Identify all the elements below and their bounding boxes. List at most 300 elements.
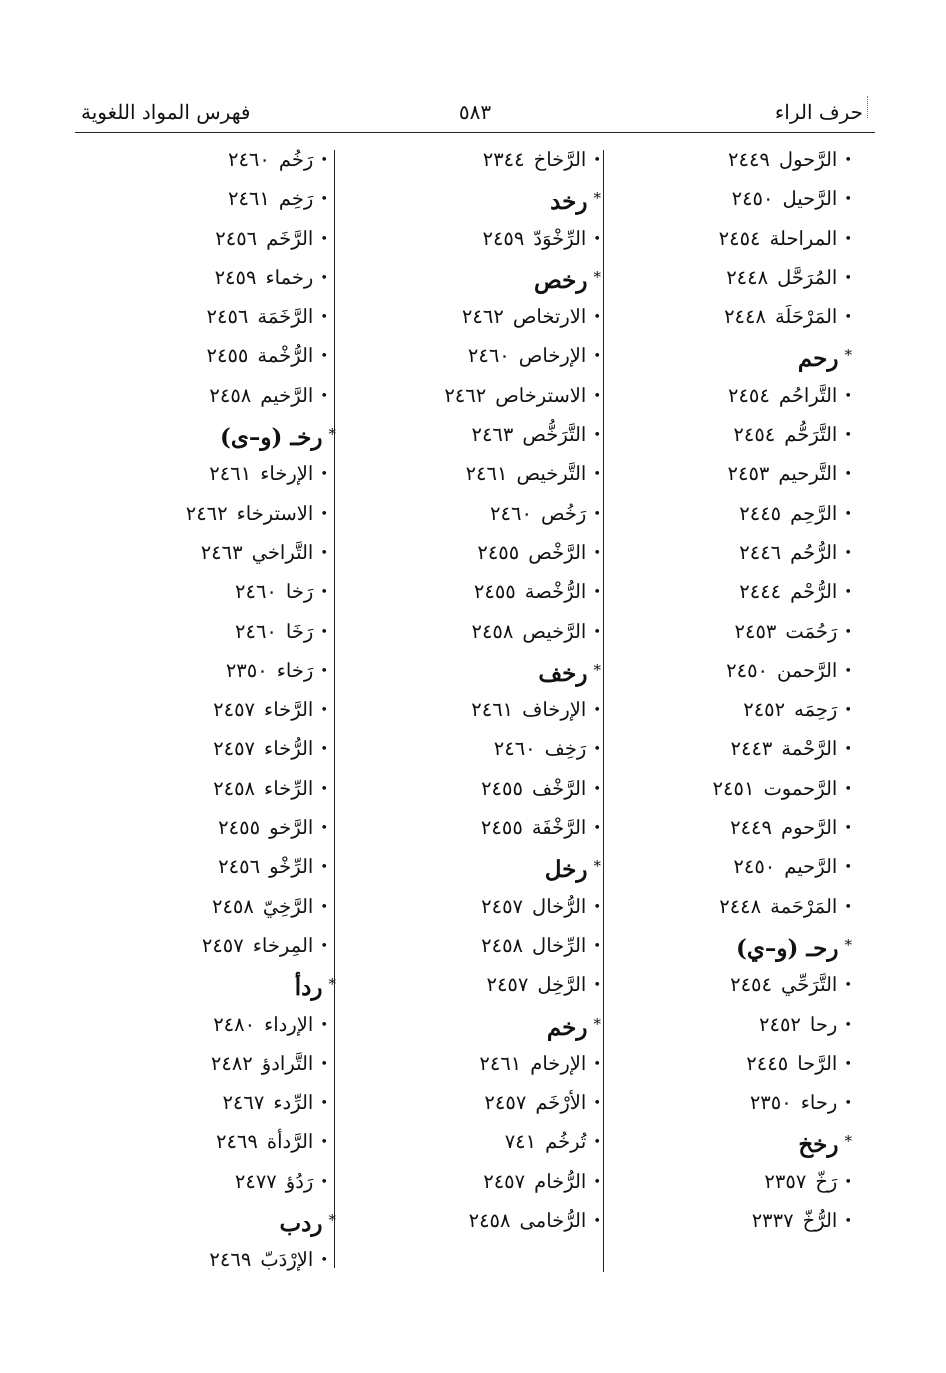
index-entry — [146, 336, 336, 375]
entry-word: التَّرَخُّص — [522, 423, 587, 447]
root-star-marker: * — [328, 425, 336, 444]
index-entry — [614, 140, 852, 179]
entry-word: الرَّخِيّ — [262, 894, 314, 918]
entry-word: الرَّخْف — [531, 776, 587, 800]
bullet-icon: • — [320, 821, 328, 837]
index-entry — [614, 572, 852, 611]
entry-reference-number: ٢٤٤٩ — [730, 816, 772, 840]
index-entry — [614, 533, 852, 572]
index-entry — [355, 572, 601, 611]
entry-word: رَخِف — [544, 737, 587, 761]
entry-reference-number: ٢٤٦٢ — [461, 305, 504, 329]
entry-word: الرَّحا — [797, 1051, 838, 1075]
entry-word: الرُّخام — [534, 1169, 587, 1193]
index-entry — [614, 297, 852, 336]
entry-word: الإرداء — [264, 1012, 314, 1036]
entry-reference-number: ٢٤٤٥ — [746, 1051, 789, 1075]
entry-reference-number: ٢٤٥٧ — [481, 894, 524, 918]
bullet-icon: • — [593, 742, 601, 758]
index-entry — [146, 179, 336, 218]
index-entry — [614, 847, 852, 886]
index-entry — [614, 729, 852, 768]
entry-reference-number: ٢٤٤٦ — [739, 540, 782, 564]
entry-word: الرَّخْص — [528, 540, 587, 564]
entry-reference-number: ٢٤٤٨ — [719, 894, 762, 918]
entry-reference-number: ٢٤٨٢ — [210, 1051, 253, 1075]
entry-reference-number: ٢٣٣٧ — [751, 1209, 794, 1233]
bullet-icon: • — [320, 1253, 328, 1269]
index-entry — [146, 1005, 336, 1044]
index-entry — [146, 297, 336, 336]
index-entry — [146, 769, 336, 808]
entry-reference-number: ٢٤٥٥ — [473, 580, 516, 604]
entry-word: الرُّخامى — [519, 1209, 587, 1233]
entry-reference-number: ٢٤٥٤ — [733, 423, 776, 447]
index-entry — [355, 612, 601, 651]
entry-reference-number: ٢٤٥٧ — [483, 1169, 526, 1193]
index-entry — [146, 651, 336, 690]
entry-word: الرِّخاء — [264, 776, 314, 800]
entry-reference-number: ٢٤٥٩ — [482, 226, 525, 250]
entry-word: التَّرخيص — [516, 462, 587, 486]
entry-reference-number: ٢٤٥٥ — [480, 816, 523, 840]
bullet-icon: • — [320, 663, 328, 679]
entry-word: الإرخاف — [522, 698, 587, 722]
index-entry — [355, 965, 601, 1004]
bullet-icon: • — [593, 1096, 601, 1112]
entry-reference-number: ٢٤٥٦ — [218, 855, 261, 879]
bullet-icon: • — [320, 703, 328, 719]
entry-reference-number: ٢٤٥٧ — [201, 933, 244, 957]
entry-word: الرَّحِم — [790, 501, 838, 525]
entry-reference-number: ٢٤٥٠ — [731, 187, 774, 211]
bullet-icon: • — [593, 703, 601, 719]
root-star-marker: * — [593, 1014, 601, 1033]
entry-reference-number: ٢٤٧٧ — [234, 1169, 277, 1193]
index-column-left — [146, 140, 336, 1280]
bullet-icon: • — [844, 821, 852, 837]
index-entry — [146, 572, 336, 611]
bullet-icon: • — [844, 388, 852, 404]
index-entry — [614, 415, 852, 454]
index-entry — [614, 1044, 852, 1083]
entry-word: الرِّدء — [273, 1091, 314, 1115]
index-entry — [355, 494, 601, 533]
bullet-icon: • — [320, 899, 328, 915]
entry-word: الأرْخَم — [535, 1091, 587, 1115]
entry-word: الرُّخْمة — [257, 344, 314, 368]
entry-reference-number: ٢٣٤٤ — [482, 148, 525, 171]
entry-reference-number: ٢٤٥٦ — [215, 226, 258, 250]
index-entry — [355, 454, 601, 493]
bullet-icon: • — [320, 1135, 328, 1151]
index-entry — [146, 926, 336, 965]
entry-reference-number: ٢٤٥٣ — [727, 462, 770, 486]
index-entry — [614, 1005, 852, 1044]
entry-reference-number: ٢٤٥٨ — [211, 894, 254, 918]
entry-word: المراحلة — [769, 226, 838, 250]
index-entry — [614, 651, 852, 690]
entry-word: الرِّخْو — [269, 855, 314, 879]
index-entry — [146, 454, 336, 493]
entry-word: رخماء — [265, 265, 314, 289]
bullet-icon: • — [320, 467, 328, 483]
bullet-icon: • — [320, 153, 328, 168]
entry-reference-number: ٢٤٥٠ — [733, 855, 776, 879]
bullet-icon: • — [320, 938, 328, 954]
root-text: رحم — [797, 345, 839, 373]
entry-reference-number: ٢٤٥٨ — [209, 383, 252, 407]
bullet-icon: • — [593, 821, 601, 837]
entry-word: رحا — [809, 1012, 838, 1036]
index-entry — [355, 808, 601, 847]
bullet-icon: • — [320, 624, 328, 640]
entry-reference-number: ٢٤٥٣ — [734, 619, 777, 643]
entry-reference-number: ٢٤٤٥ — [739, 501, 782, 525]
index-entry — [355, 140, 601, 179]
index-entry — [146, 376, 336, 415]
index-entry — [355, 729, 601, 768]
entry-reference-number: ٢٤٦٣ — [471, 423, 514, 447]
index-entry — [355, 415, 601, 454]
bullet-icon: • — [593, 1056, 601, 1072]
index-entry — [355, 769, 601, 808]
bullet-icon: • — [593, 231, 601, 247]
entry-word: تُرخُم — [545, 1130, 587, 1154]
entry-word: الرَّحمن — [777, 658, 838, 682]
entry-reference-number: ٢٤٦٩ — [215, 1130, 258, 1154]
root-text: ردأ — [294, 974, 323, 1002]
root-text: رخف — [538, 659, 588, 687]
entry-word: الرَّخو — [269, 816, 314, 840]
bullet-icon: • — [320, 231, 328, 247]
bullet-icon: • — [844, 192, 852, 208]
index-entry — [146, 612, 336, 651]
root-star-marker: * — [328, 1211, 336, 1230]
entry-reference-number: ٢٤٥٤ — [730, 973, 773, 997]
entry-word: الرَّخَم — [266, 226, 314, 250]
root-text: رخل — [544, 856, 588, 884]
margin-mark — [867, 96, 868, 118]
bullet-icon: • — [844, 1056, 852, 1072]
entry-reference-number: ٢٤٦١ — [471, 698, 514, 722]
entry-reference-number: ٢٤٥٦ — [206, 305, 249, 329]
entry-word: الرَّدأة — [266, 1130, 314, 1154]
entry-reference-number: ٢٤٥٩ — [214, 265, 257, 289]
root-heading — [355, 1005, 601, 1044]
bullet-icon: • — [844, 585, 852, 601]
entry-word: الرَّحوم — [781, 816, 838, 840]
bullet-icon: • — [593, 349, 601, 365]
entry-reference-number: ٧٤١ — [504, 1130, 537, 1154]
entry-word: الرُّخال — [532, 894, 587, 918]
index-entry — [614, 887, 852, 926]
entry-word: الارتخاص — [512, 305, 587, 329]
bullet-icon: • — [844, 899, 852, 915]
index-entry — [355, 376, 601, 415]
bullet-icon: • — [844, 1174, 852, 1190]
entry-word: المَرْحَمة — [770, 894, 838, 918]
entry-reference-number: ٢٤٦١ — [479, 1051, 522, 1075]
bullet-icon: • — [320, 781, 328, 797]
entry-reference-number: ٢٤٥٧ — [486, 973, 529, 997]
entry-reference-number: ٢٤٤٩ — [728, 148, 770, 171]
bullet-icon: • — [593, 388, 601, 404]
bullet-icon: • — [844, 624, 852, 640]
bullet-icon: • — [320, 742, 328, 758]
entry-reference-number: ٢٤٦٠ — [490, 501, 532, 525]
entry-word: الإرْدَبّ — [260, 1248, 314, 1272]
entry-word: الرُّخْصة — [524, 580, 587, 604]
entry-word: رَخِم — [278, 187, 314, 211]
root-star-marker: * — [328, 975, 336, 994]
root-heading — [355, 651, 601, 690]
root-star-marker: * — [593, 189, 601, 208]
index-entry — [614, 1201, 852, 1240]
entry-reference-number: ٢٤٤٣ — [730, 737, 773, 761]
index-entry — [614, 179, 852, 218]
root-text: ردب — [279, 1210, 323, 1238]
entry-word: رَخا — [285, 580, 314, 604]
index-entry — [146, 729, 336, 768]
entry-reference-number: ٢٤٥٥ — [206, 344, 249, 368]
root-heading — [146, 415, 336, 454]
page-number: ٥٨٣ — [458, 100, 492, 124]
entry-word: التَّرَحُّم — [784, 423, 838, 447]
bullet-icon: • — [320, 1174, 328, 1190]
bullet-icon: • — [844, 428, 852, 444]
root-text: رحـ (و–ي) — [736, 934, 839, 962]
entry-word: الرَّخَمَة — [257, 305, 314, 329]
entry-reference-number: ٢٤٤٤ — [739, 580, 782, 604]
entry-reference-number: ٢٤٥١ — [712, 776, 755, 800]
entry-reference-number: ٢٤٦٣ — [200, 540, 243, 564]
entry-word: رَخاء — [276, 658, 314, 682]
bullet-icon: • — [593, 467, 601, 483]
entry-word: رَدُؤ — [285, 1169, 314, 1193]
index-entry — [146, 1122, 336, 1161]
entry-word: الرِّخْوَدّ — [533, 226, 587, 250]
bullet-icon: • — [844, 860, 852, 876]
bullet-icon: • — [844, 1096, 852, 1112]
bullet-icon: • — [844, 467, 852, 483]
bullet-icon: • — [593, 428, 601, 444]
entry-word: رَخَا — [285, 619, 314, 643]
entry-word: الرُّحْم — [790, 580, 838, 604]
bullet-icon: • — [593, 545, 601, 561]
entry-word: الرَّخِل — [537, 973, 587, 997]
entry-reference-number: ٢٤٤٨ — [724, 305, 766, 329]
entry-reference-number: ٢٤٦٢ — [444, 383, 487, 407]
entry-reference-number: ٢٤٦١ — [209, 462, 252, 486]
root-star-marker: * — [593, 857, 601, 876]
entry-word: الرُّحُم — [790, 540, 838, 564]
bullet-icon: • — [593, 506, 601, 522]
bullet-icon: • — [320, 1056, 328, 1072]
bullet-icon: • — [844, 663, 852, 679]
entry-reference-number: ٢٤٦٠ — [235, 580, 277, 604]
index-column-right — [614, 140, 852, 1240]
root-heading — [614, 926, 852, 965]
bullet-icon: • — [320, 585, 328, 601]
index-entry — [355, 887, 601, 926]
entry-reference-number: ٢٤٦٢ — [185, 501, 228, 525]
index-entry — [614, 1162, 852, 1201]
root-heading — [146, 1201, 336, 1240]
bullet-icon: • — [844, 545, 852, 561]
entry-reference-number: ٢٤٦٠ — [467, 344, 510, 368]
entry-word: الرَّخيم — [260, 383, 314, 407]
bullet-icon: • — [593, 624, 601, 640]
bullet-icon: • — [844, 742, 852, 758]
root-text: رخد — [550, 188, 588, 216]
root-text: رخم — [546, 1013, 588, 1041]
index-entry — [355, 926, 601, 965]
index-entry — [146, 1240, 336, 1279]
entry-reference-number: ٢٤٨٠ — [213, 1012, 256, 1036]
entry-word: رَخُم — [278, 148, 314, 171]
entry-reference-number: ٢٤٤٨ — [726, 265, 769, 289]
entry-reference-number: ٢٤٥٨ — [471, 619, 514, 643]
index-entry — [355, 1083, 601, 1122]
root-heading — [355, 179, 601, 218]
entry-reference-number: ٢٣٥٧ — [764, 1169, 807, 1193]
bullet-icon: • — [320, 270, 328, 286]
bullet-icon: • — [844, 231, 852, 247]
entry-reference-number: ٢٤٥٧ — [213, 698, 256, 722]
bullet-icon: • — [320, 1096, 328, 1112]
index-entry — [355, 219, 601, 258]
index-entry — [614, 965, 852, 1004]
bullet-icon: • — [320, 310, 328, 326]
entry-word: الاسترخاء — [236, 501, 314, 525]
entry-reference-number: ٢٤٥٧ — [213, 737, 256, 761]
bullet-icon: • — [320, 349, 328, 365]
entry-word: رَخّ — [815, 1169, 838, 1193]
bullet-icon: • — [844, 978, 852, 994]
entry-reference-number: ٢٤٥٢ — [743, 698, 786, 722]
index-entry — [146, 219, 336, 258]
index-entry — [614, 454, 852, 493]
entry-word: الرَّخاء — [264, 698, 314, 722]
bullet-icon: • — [844, 153, 852, 168]
root-star-marker: * — [593, 267, 601, 286]
index-entry — [146, 258, 336, 297]
index-entry — [614, 1083, 852, 1122]
entry-word: الرَّحول — [778, 148, 838, 171]
bullet-icon: • — [593, 1214, 601, 1230]
entry-word: رَحُمَت — [785, 619, 838, 643]
index-entry — [614, 494, 852, 533]
entry-word: الرَّخْفَة — [531, 816, 587, 840]
bullet-icon: • — [844, 703, 852, 719]
entry-word: الإرخاء — [260, 462, 314, 486]
index-entry — [614, 258, 852, 297]
entry-reference-number: ٢٤٦١ — [465, 462, 508, 486]
entry-word: الرَّحيل — [782, 187, 838, 211]
bullet-icon: • — [320, 506, 328, 522]
bullet-icon: • — [320, 545, 328, 561]
column-divider — [603, 150, 604, 1272]
entry-reference-number: ٢٤٥٤ — [718, 226, 761, 250]
root-star-marker: * — [844, 1132, 852, 1151]
root-heading — [614, 1122, 852, 1161]
entry-word: الرَّخاخ — [533, 148, 587, 171]
bullet-icon: • — [593, 310, 601, 326]
entry-reference-number: ٢٤٦٩ — [209, 1248, 252, 1272]
entry-reference-number: ٢٤٥٥ — [481, 776, 523, 800]
entry-reference-number: ٢٤٥٧ — [484, 1091, 527, 1115]
entry-word: المِرخاء — [252, 933, 314, 957]
bullet-icon: • — [320, 192, 328, 208]
entry-reference-number: ٢٤٥٥ — [477, 540, 520, 564]
index-entry — [146, 140, 336, 179]
bullet-icon: • — [844, 506, 852, 522]
chapter-title: حرف الراء — [774, 100, 863, 124]
index-entry — [355, 1201, 601, 1240]
index-column-middle — [355, 140, 601, 1240]
entry-reference-number: ٢٤٥٨ — [481, 933, 524, 957]
entry-reference-number: ٢٣٥٠ — [225, 658, 268, 682]
index-entry — [355, 1122, 601, 1161]
entry-reference-number: ٢٤٦٠ — [235, 619, 277, 643]
entry-reference-number: ٢٤٥٥ — [218, 816, 261, 840]
entry-reference-number: ٢٤٦٠ — [493, 737, 536, 761]
entry-word: التَّرَحِّي — [781, 973, 838, 997]
index-entry — [614, 690, 852, 729]
bullet-icon: • — [593, 899, 601, 915]
root-text: رخخ — [798, 1131, 839, 1159]
bullet-icon: • — [320, 1017, 328, 1033]
entry-word: الإرخاص — [518, 344, 587, 368]
index-entry — [146, 847, 336, 886]
index-entry — [355, 336, 601, 375]
root-heading — [146, 965, 336, 1004]
root-star-marker: * — [844, 935, 852, 954]
entry-reference-number: ٢٤٥٠ — [726, 658, 769, 682]
index-entry — [355, 533, 601, 572]
entry-reference-number: ٢٤٥٤ — [727, 383, 770, 407]
index-entry — [355, 297, 601, 336]
entry-word: الرُّخاء — [264, 737, 314, 761]
entry-word: الرَّحموت — [763, 776, 838, 800]
entry-word: الاسترخاص — [495, 383, 587, 407]
entry-word: الرَّخيص — [522, 619, 587, 643]
entry-word: الرِّخال — [532, 933, 587, 957]
entry-word: المُرَحَّل — [777, 265, 838, 289]
entry-word: المَرْحَلَة — [774, 305, 838, 329]
index-entry — [614, 219, 852, 258]
bullet-icon: • — [320, 860, 328, 876]
entry-word: التَّرحيم — [778, 462, 838, 486]
index-entry — [146, 690, 336, 729]
index-entry — [146, 887, 336, 926]
entry-word: التَّراحُم — [778, 383, 838, 407]
bullet-icon: • — [593, 1135, 601, 1151]
bullet-icon: • — [593, 153, 601, 168]
root-text: رخـ (و–ى) — [220, 424, 323, 452]
index-entry — [355, 690, 601, 729]
bullet-icon: • — [593, 978, 601, 994]
index-entry — [614, 376, 852, 415]
entry-reference-number: ٢٤٥٢ — [759, 1012, 801, 1036]
index-entry — [614, 808, 852, 847]
entry-reference-number: ٢٤٥٨ — [468, 1209, 511, 1233]
book-section-title: فهرس المواد اللغوية — [81, 100, 251, 124]
bullet-icon: • — [844, 781, 852, 797]
entry-word: رَحِمَه — [794, 698, 838, 722]
index-entry — [355, 1162, 601, 1201]
